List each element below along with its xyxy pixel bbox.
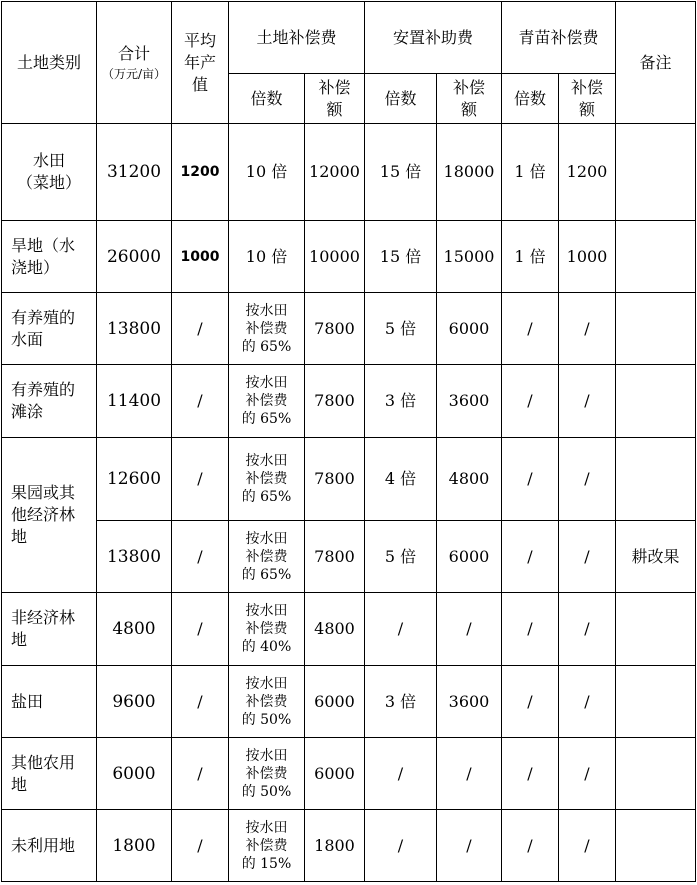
cell-res-mult: 5 倍 <box>365 521 437 593</box>
cell-total: 6000 <box>97 738 172 810</box>
cell-land-type: 未利用地 <box>2 810 97 882</box>
cell-land-type <box>2 593 97 666</box>
cell-total: 13800 <box>97 293 172 365</box>
mult-line: 的 40% <box>241 639 292 655</box>
cell-crop-amt: / <box>559 438 616 521</box>
header-total-label: 合计 <box>117 43 150 63</box>
mult-line: 按水田 <box>245 675 288 692</box>
cell-avg: / <box>172 365 229 438</box>
cell-land-mult: 10 倍 <box>229 221 305 293</box>
cell-land-type: 盐田 <box>2 666 97 738</box>
mult-line: 补偿费 <box>245 548 288 565</box>
cell-res-mult: 4 倍 <box>365 438 437 521</box>
cell-total: 9600 <box>97 666 172 738</box>
cell-land-amt: 7800 <box>305 293 365 365</box>
header-crop-amount-1: 补偿 <box>570 77 603 97</box>
cell-land-amt: 1800 <box>305 810 365 882</box>
type-line: 果园或其 <box>11 483 76 502</box>
cell-total: 31200 <box>97 124 172 221</box>
cell-avg: 1000 <box>172 221 229 293</box>
cell-avg: / <box>172 593 229 666</box>
header-res-amount-1: 补偿 <box>452 77 485 97</box>
cell-avg: / <box>172 738 229 810</box>
cell-res-mult: / <box>365 810 437 882</box>
cell-res-amt: 6000 <box>437 521 502 593</box>
cell-total: 11400 <box>97 365 172 438</box>
cell-note <box>616 593 696 666</box>
cell-crop-amt: / <box>559 521 616 593</box>
cell-land-mult <box>229 365 305 438</box>
header-remarks: 备注 <box>616 2 696 124</box>
cell-land-type <box>2 438 97 593</box>
cell-total: 12600 <box>97 438 172 521</box>
cell-avg: / <box>172 666 229 738</box>
cell-crop-amt: / <box>559 810 616 882</box>
cell-res-mult: / <box>365 738 437 810</box>
cell-note <box>616 293 696 365</box>
cell-land-amt: 7800 <box>305 521 365 593</box>
header-land-amount <box>305 74 365 124</box>
mult-line: 的 65% <box>241 411 292 427</box>
mult-line: 补偿费 <box>245 621 288 637</box>
cell-crop-amt: 1000 <box>559 221 616 293</box>
cell-res-mult: 3 倍 <box>365 666 437 738</box>
type-line: 其他农用 <box>11 752 76 772</box>
cell-avg: / <box>172 521 229 593</box>
cell-land-type <box>2 738 97 810</box>
cell-land-type <box>2 365 97 438</box>
cell-res-amt: / <box>437 738 502 810</box>
cell-crop-amt: / <box>559 365 616 438</box>
header-res-amount-2: 额 <box>460 99 477 119</box>
table-row <box>2 124 696 221</box>
type-line: 地 <box>11 527 28 546</box>
cell-land-amt: 7800 <box>305 365 365 438</box>
mult-line: 按水田 <box>245 530 288 547</box>
cell-crop-mult: / <box>502 293 559 365</box>
cell-land-amt: 4800 <box>305 593 365 666</box>
type-line: 地 <box>11 774 28 794</box>
type-line: 有养殖的 <box>11 307 76 327</box>
cell-total: 26000 <box>97 221 172 293</box>
cell-note <box>616 438 696 521</box>
header-land-amount-1: 补偿 <box>318 77 351 97</box>
header-crops: 青苗补偿费 <box>502 2 616 74</box>
mult-line: 按水田 <box>245 453 288 469</box>
cell-crop-mult: / <box>502 438 559 521</box>
type-line: （菜地） <box>16 173 81 192</box>
cell-res-amt: 18000 <box>437 124 502 221</box>
cell-res-mult: 15 倍 <box>365 221 437 293</box>
table-row <box>2 438 696 521</box>
mult-line: 补偿费 <box>245 393 288 409</box>
cell-land-amt: 10000 <box>305 221 365 293</box>
cell-note <box>616 738 696 810</box>
cell-land-type <box>2 124 97 221</box>
header-avg-line-3: 值 <box>191 74 208 94</box>
type-line: 旱地（水 <box>11 235 76 255</box>
cell-avg: / <box>172 810 229 882</box>
table-row <box>2 221 696 293</box>
cell-res-amt: 3600 <box>437 365 502 438</box>
cell-res-mult: 3 倍 <box>365 365 437 438</box>
mult-line: 按水田 <box>245 302 288 319</box>
header-land-type: 土地类别 <box>2 2 97 124</box>
cell-land-amt: 7800 <box>305 438 365 521</box>
cell-crop-mult: 1 倍 <box>502 221 559 293</box>
cell-land-mult <box>229 521 305 593</box>
mult-line: 补偿费 <box>245 320 288 337</box>
cell-res-amt: 15000 <box>437 221 502 293</box>
cell-crop-amt: / <box>559 666 616 738</box>
header-land-comp: 土地补偿费 <box>229 2 365 74</box>
cell-crop-mult: / <box>502 666 559 738</box>
cell-land-amt: 6000 <box>305 666 365 738</box>
cell-crop-amt: 1200 <box>559 124 616 221</box>
cell-avg: 1200 <box>172 124 229 221</box>
mult-line: 按水田 <box>245 375 288 391</box>
cell-land-type <box>2 293 97 365</box>
cell-res-mult: 15 倍 <box>365 124 437 221</box>
type-line: 滩涂 <box>11 402 44 421</box>
cell-res-amt: 4800 <box>437 438 502 521</box>
cell-res-amt: 6000 <box>437 293 502 365</box>
table-row <box>2 810 696 882</box>
cell-crop-mult: / <box>502 593 559 666</box>
cell-land-amt: 12000 <box>305 124 365 221</box>
type-line: 有养殖的 <box>11 380 76 399</box>
table-row <box>2 738 696 810</box>
mult-line: 按水田 <box>245 603 288 619</box>
cell-total: 4800 <box>97 593 172 666</box>
cell-note <box>616 221 696 293</box>
cell-land-mult: 10 倍 <box>229 124 305 221</box>
cell-land-mult <box>229 293 305 365</box>
cell-crop-amt: / <box>559 293 616 365</box>
cell-crop-mult: / <box>502 521 559 593</box>
header-total <box>97 2 172 124</box>
header-avg-line-2: 年产 <box>183 52 216 72</box>
header-crop-amount-2: 额 <box>578 99 595 119</box>
mult-line: 按水田 <box>245 747 288 764</box>
type-line: 他经济林 <box>11 505 76 524</box>
header-land-multiple: 倍数 <box>229 74 305 124</box>
mult-line: 按水田 <box>245 819 288 836</box>
table-row <box>2 666 696 738</box>
cell-land-amt: 6000 <box>305 738 365 810</box>
mult-line: 补偿费 <box>245 471 288 487</box>
type-line: 浇地） <box>11 257 60 277</box>
type-line: 水田 <box>32 151 65 170</box>
cell-avg: / <box>172 293 229 365</box>
mult-line: 的 65% <box>241 489 292 505</box>
cell-crop-mult: / <box>502 365 559 438</box>
cell-res-amt: / <box>437 593 502 666</box>
cell-total: 1800 <box>97 810 172 882</box>
header-res-amount <box>437 74 502 124</box>
cell-crop-mult: / <box>502 738 559 810</box>
mult-line: 的 65% <box>241 338 292 355</box>
mult-line: 的 65% <box>241 566 292 583</box>
type-line: 非经济林 <box>11 608 76 627</box>
mult-line: 补偿费 <box>245 693 288 710</box>
cell-res-mult: / <box>365 593 437 666</box>
cell-note <box>616 124 696 221</box>
header-resettle: 安置补助费 <box>365 2 502 74</box>
cell-land-type <box>2 221 97 293</box>
mult-line: 的 50% <box>241 711 292 728</box>
compensation-table <box>1 1 696 882</box>
table-row <box>2 293 696 365</box>
type-line: 水面 <box>11 329 44 349</box>
cell-land-mult <box>229 438 305 521</box>
header-crop-multiple: 倍数 <box>502 74 559 124</box>
cell-total: 13800 <box>97 521 172 593</box>
cell-res-mult: 5 倍 <box>365 293 437 365</box>
cell-note <box>616 666 696 738</box>
cell-note <box>616 810 696 882</box>
mult-line: 补偿费 <box>245 765 288 782</box>
header-total-unit: （万元/亩） <box>101 66 167 81</box>
cell-res-amt: / <box>437 810 502 882</box>
table-row <box>2 593 696 666</box>
cell-land-mult <box>229 810 305 882</box>
cell-crop-amt: / <box>559 593 616 666</box>
cell-land-mult <box>229 666 305 738</box>
cell-crop-mult: 1 倍 <box>502 124 559 221</box>
mult-line: 的 15% <box>241 855 292 872</box>
mult-line: 的 50% <box>241 783 292 800</box>
cell-crop-amt: / <box>559 738 616 810</box>
header-land-amount-2: 额 <box>326 99 343 119</box>
mult-line: 补偿费 <box>245 837 288 854</box>
cell-crop-mult: / <box>502 810 559 882</box>
header-avg-value <box>172 2 229 124</box>
cell-note <box>616 365 696 438</box>
cell-note: 耕改果 <box>616 521 696 593</box>
table-row <box>2 365 696 438</box>
cell-res-amt: 3600 <box>437 666 502 738</box>
table-row <box>2 521 696 593</box>
header-crop-amount <box>559 74 616 124</box>
type-line: 地 <box>11 630 28 649</box>
cell-avg: / <box>172 438 229 521</box>
cell-land-mult <box>229 593 305 666</box>
header-row-1 <box>2 2 696 74</box>
header-avg-line-1: 平均 <box>183 30 216 50</box>
header-res-multiple: 倍数 <box>365 74 437 124</box>
cell-land-mult <box>229 738 305 810</box>
